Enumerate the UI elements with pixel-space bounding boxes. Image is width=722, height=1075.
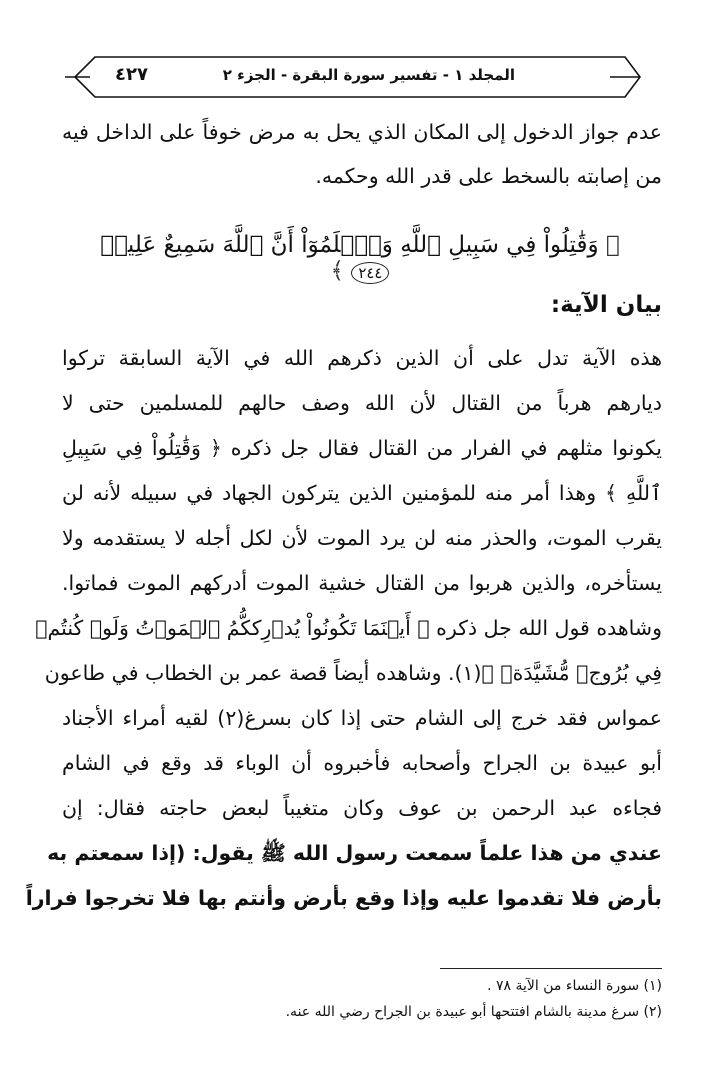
text-line: فِي بُرُوجٖ مُّشَيَّدَةٖ ﴾(١). وشاهده أيضاً قصة عمر بن الخطاب في طاعون (44, 661, 662, 685)
section-heading: بيان الآية: (550, 292, 662, 318)
footnote-1: (١) سورة النساء من الآية ٧٨ . (487, 978, 662, 994)
text-line: ديارهم هرباً من القتال لأن الله وصف حالهم للمسلمين حتى لا (62, 391, 662, 415)
text-line: هذه الآية تدل على أن الذين ذكرهم الله في الآية السابقة تركوا (62, 346, 662, 370)
verse-close-ornament: ﴾ (330, 258, 344, 284)
text-line: بأرض فلا تقدموا عليه وإذا وقع بأرض وأنتم بها فلا تخرجوا فراراً (25, 886, 662, 910)
paragraph-1 (62, 112, 662, 202)
paragraph-2 (25, 338, 662, 958)
footnote-2: (٢) سرغ مدينة بالشام افتتحها أبو عبيدة بن الجراح رضي الله عنه. (285, 1004, 662, 1020)
text-line: أبو عبيدة بن الجراح وأصحابه فأخبروه أن الوباء قد وقع في الشام (62, 751, 662, 775)
text-line: يكونوا مثلهم في الفرار من القتال فقال جل ذكره ﴿ وَقَٰتِلُواْ فِي سَبِيلِ (62, 436, 662, 460)
text-line: عندي من هذا علماً سمعت رسول الله ﷺ يقول: (إذا سمعتم به (47, 841, 662, 865)
text-line: فجاءه عبد الرحمن بن عوف وكان متغيباً لبعض حاجته فقال: إن (62, 796, 662, 820)
text-line: ٱللَّهِ ﴾ وهذا أمر منه للمؤمنين الذين يتركون الجهاد في سبيله لأنه لن (62, 481, 662, 505)
verse-open-ornament: ﴿ (605, 232, 620, 258)
text-line: وشاهده قول الله جل ذكره ﴿ أَيۡنَمَا تَكُونُواْ يُدۡرِككُّمُ ٱلۡمَوۡتُ وَلَوۡ كُنتُمۡ (35, 616, 662, 640)
footnote-divider (440, 968, 662, 969)
text-line: عدم جواز الدخول إلى المكان الذي يحل به مرض خوفاً على الداخل فيه (62, 120, 662, 144)
text-line: عمواس فقد خرج إلى الشام حتى إذا كان بسرغ(٢) لقيه أمراء الأجناد (62, 706, 662, 730)
header-title: المجلد ١ - تفسير سورة البقرة - الجزء ٢ (222, 66, 515, 84)
quran-verse (80, 232, 640, 284)
verse-text: وَقَٰتِلُواْ فِي سَبِيلِ ٱللَّهِ وَٱعۡلَمُوٓاْ أَنَّ ٱللَّهَ سَمِيعٌ عَلِيمٞ (100, 232, 599, 258)
page-number: ٤٢٧ (115, 64, 148, 85)
text-line: من إصابته بالسخط على قدر الله وحكمه. (315, 164, 662, 188)
text-line: يستأخره، والذين هربوا من القتال خشية الموت أدركهم الموت فماتوا. (62, 571, 662, 595)
verse-number: ٢٤٤ (351, 262, 389, 284)
page-header (55, 52, 645, 102)
text-line: يقرب الموت، والحذر منه لن يرد الموت لأن لكل أجله لا يستقدمه ولا (62, 526, 662, 550)
